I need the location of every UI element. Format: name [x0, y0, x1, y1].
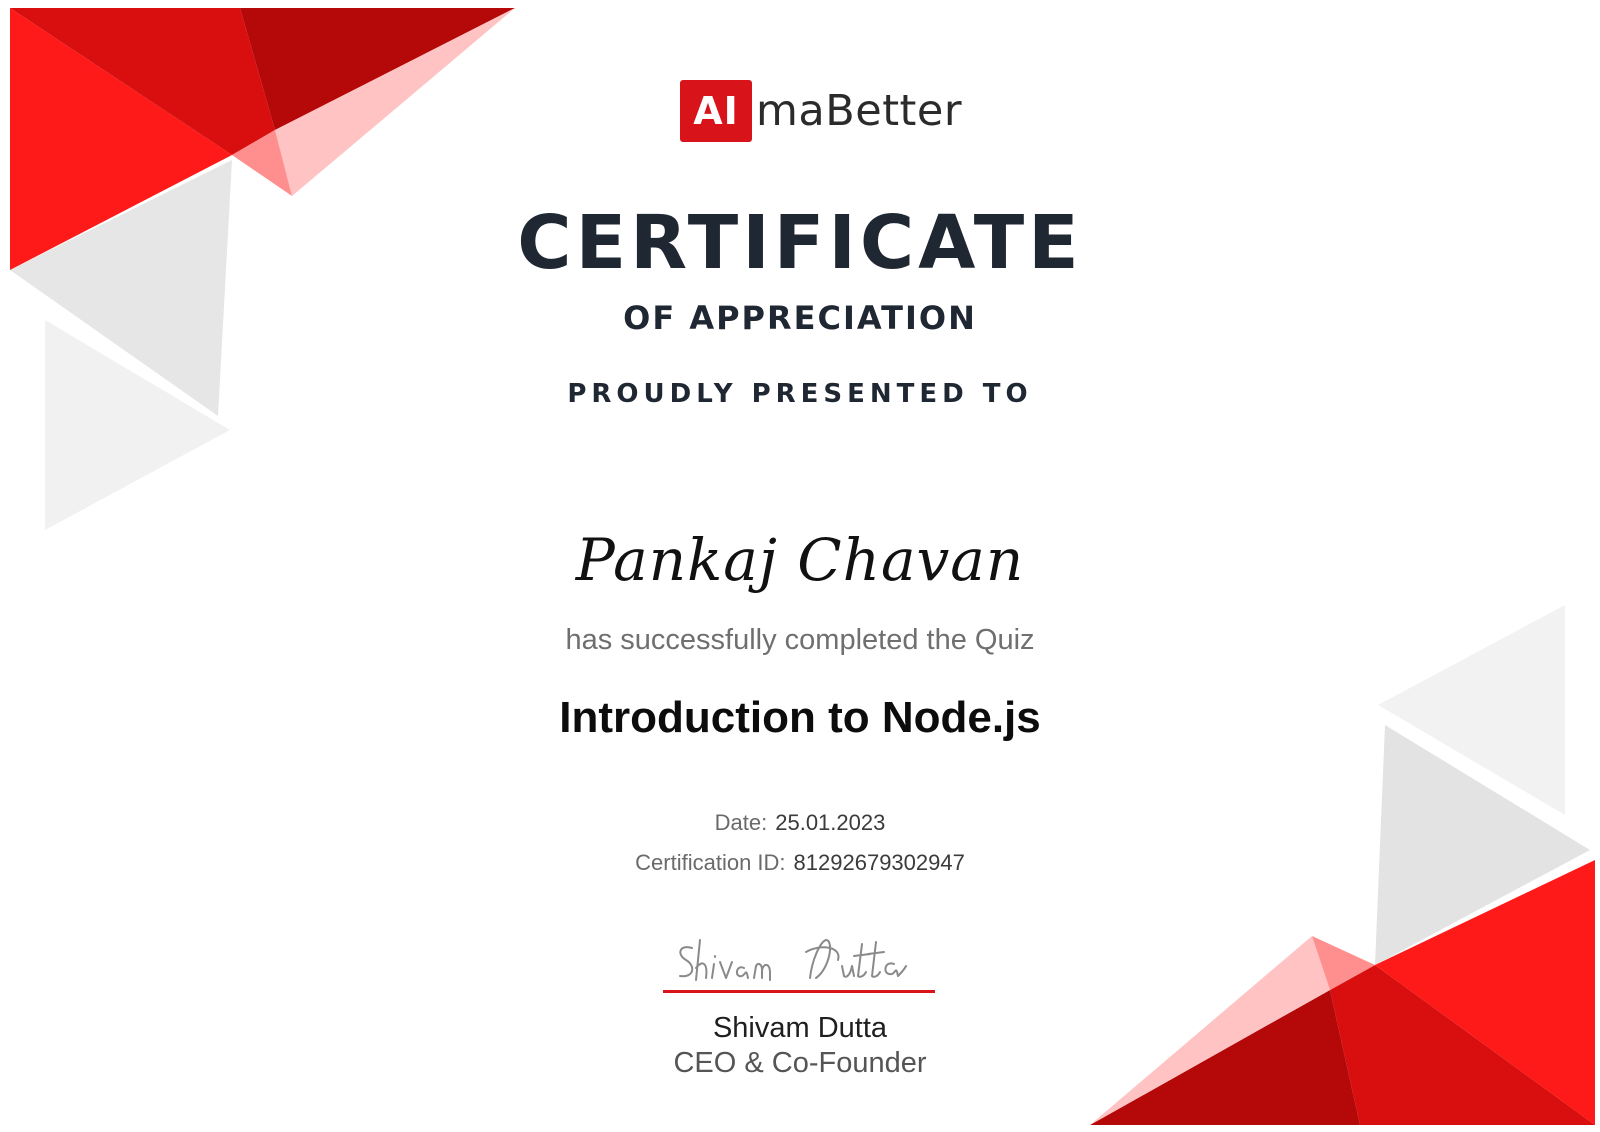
certificate-title: CERTIFICATE	[517, 200, 1083, 286]
brand-logo	[680, 80, 962, 142]
course-title: Introduction to Node.js	[559, 693, 1041, 742]
certification-id-value: 81292679302947	[793, 850, 965, 875]
certification-id-label: Certification ID:	[635, 850, 786, 875]
certificate-subtitle: OF APPRECIATION	[623, 299, 977, 337]
date-value: 25.01.2023	[775, 810, 886, 835]
signature-line	[663, 990, 935, 993]
date-label: Date:	[714, 810, 768, 835]
ceo-signature	[670, 930, 940, 990]
completion-text: has successfully completed the Quiz	[565, 624, 1035, 656]
logo-wordmark: maBetter	[756, 86, 963, 136]
recipient-name: Pankaj Chavan	[575, 526, 1025, 594]
logo-mark: AI	[680, 80, 752, 142]
signer-name: Shivam Dutta	[712, 1012, 888, 1044]
date-row	[0, 808, 1600, 838]
presented-to-line: PROUDLY PRESENTED TO	[567, 379, 1033, 409]
signer-title: CEO & Co-Founder	[673, 1047, 927, 1079]
certification-id-row	[0, 848, 1600, 878]
